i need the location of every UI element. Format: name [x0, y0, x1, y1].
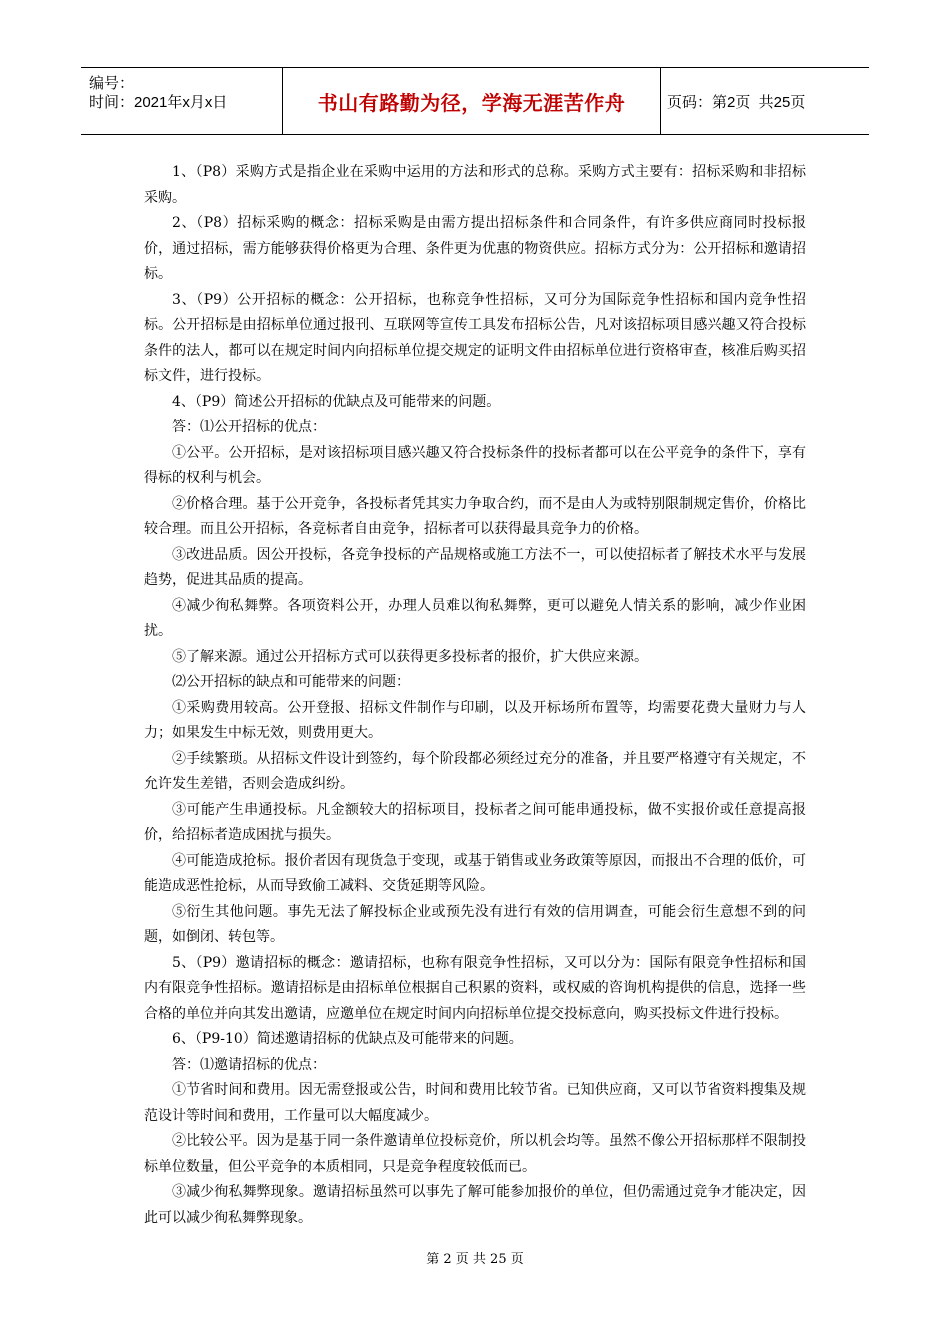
paragraph: ③减少徇私舞弊现象。邀请招标虽然可以事先了解可能参加报价的单位，但仍需通过竞争才能决定，因此可以减少徇私舞弊现象。 [144, 1184, 806, 1226]
document-date: 时间：2021年x月x日 [89, 94, 228, 111]
paragraph: ①公平。公开招标，是对该招标项目感兴趣又符合投标条件的投标者都可以在公平竞争的条件下，享有得标的权利与机会。 [144, 444, 806, 486]
paragraph: 5、（P9）邀请招标的概念：邀请招标，也称有限竞争性招标，又可以分为：国际有限竞争性招标和国内有限竞争性招标。邀请招标是由招标单位根据自己积累的资料，或权威的咨询机构提供的信息，选择一些合格的单位并向其发出邀请，应邀单位在规定时间内向招标单位提交投标意向，购买投标文件进行投标。 [144, 954, 806, 1022]
paragraph: ⑤了解来源。通过公开招标方式可以获得更多投标者的报价，扩大供应来源。 [172, 648, 648, 665]
header-page-info: 页码：第2页 共25页 [667, 93, 806, 111]
paragraph: ②手续繁琐。从招标文件设计到签约，每个阶段都必须经过充分的准备，并且要严格遵守有关规定，不允许发生差错，否则会造成纠纷。 [144, 750, 806, 792]
paragraph: 1、（P8）采购方式是指企业在采购中运用的方法和形式的总称。采购方式主要有：招标采购和非招标采购。 [144, 164, 806, 206]
document-number-label: 编号： [89, 75, 135, 92]
paragraph: ③可能产生串通投标。凡金额较大的招标项目，投标者之间可能串通投标，做不实报价或任意提高报价，给招标者造成困扰与损失。 [144, 801, 806, 843]
paragraph: 答：⑴邀请招标的优点： [172, 1056, 326, 1073]
paragraph: ⑵公开招标的缺点和可能带来的问题： [172, 674, 410, 690]
paragraph: ②比较公平。因为是基于同一条件邀请单位投标竞价，所以机会均等。虽然不像公开招标那样不限制投标单位数量，但公平竞争的本质相同，只是竞争程度较低而已。 [144, 1133, 806, 1175]
page-footer: 第 2 页 共 25 页 [426, 1252, 524, 1267]
paragraph: ④可能造成抢标。报价者因有现货急于变现，或基于销售或业务政策等原因，而报出不合理的低价，可能造成恶性抢标，从而导致偷工减料、交货延期等风险。 [144, 852, 806, 894]
paragraph: 4、（P9）简述公开招标的优缺点及可能带来的问题。 [172, 393, 501, 410]
paragraph: ①节省时间和费用。因无需登报或公告，时间和费用比较节省。已知供应商，又可以节省资料搜集及规范设计等时间和费用，工作量可以大幅度减少。 [144, 1082, 806, 1124]
paragraph: 3、（P9）公开招标的概念：公开招标，也称竞争性招标，又可分为国际竞争性招标和国内竞争性招标。公开招标是由招标单位通过报刊、互联网等宣传工具发布招标公告，凡对该招标项目感兴趣又符合投标条件的法人，都可以在规定时间内向招标单位提交规定的证明文件由招标单位进行资格审查，核准后购买招标文件，进行投标。 [144, 291, 806, 384]
paragraph: ③改进品质。因公开投标，各竞争投标的产品规格或施工方法不一，可以使招标者了解技术水平与发展趋势，促进其品质的提高。 [144, 546, 806, 588]
paragraph: 答：⑴公开招标的优点： [172, 419, 326, 435]
paragraph: ②价格合理。基于公开竞争，各投标者凭其实力争取合约，而不是由人为或特别限制规定售价，价格比较合理。而且公开招标，各竞标者自由竞争，招标者可以获得最具竞争力的价格。 [144, 495, 806, 537]
paragraph: ①采购费用较高。公开登报、招标文件制作与印刷，以及开标场所布置等，均需要花费大量财力与人力；如果发生中标无效，则费用更大。 [144, 699, 806, 741]
page-header [81, 67, 869, 135]
paragraph: ④减少徇私舞弊。各项资料公开，办理人员难以徇私舞弊，更可以避免人情关系的影响，减少作业困扰。 [144, 597, 806, 639]
paragraph: ⑤衍生其他问题。事先无法了解投标企业或预先没有进行有效的信用调查，可能会衍生意想不到的问题，如倒闭、转包等。 [144, 903, 806, 945]
document-body [144, 160, 806, 1231]
paragraph: 6、（P9-10）简述邀请招标的优缺点及可能带来的问题。 [172, 1031, 523, 1047]
header-meta-cell [81, 68, 283, 134]
paragraph: 2、（P8）招标采购的概念：招标采购是由需方提出招标条件和合同条件，有许多供应商同时投标报价，通过招标，需方能够获得价格更为合理、条件更为优惠的物资供应。招标方式分为：公开招标和邀请招标。 [144, 215, 806, 282]
header-motto-cell [283, 68, 661, 134]
header-motto: 书山有路勤为径，学海无涯苦作舟 [317, 90, 626, 115]
